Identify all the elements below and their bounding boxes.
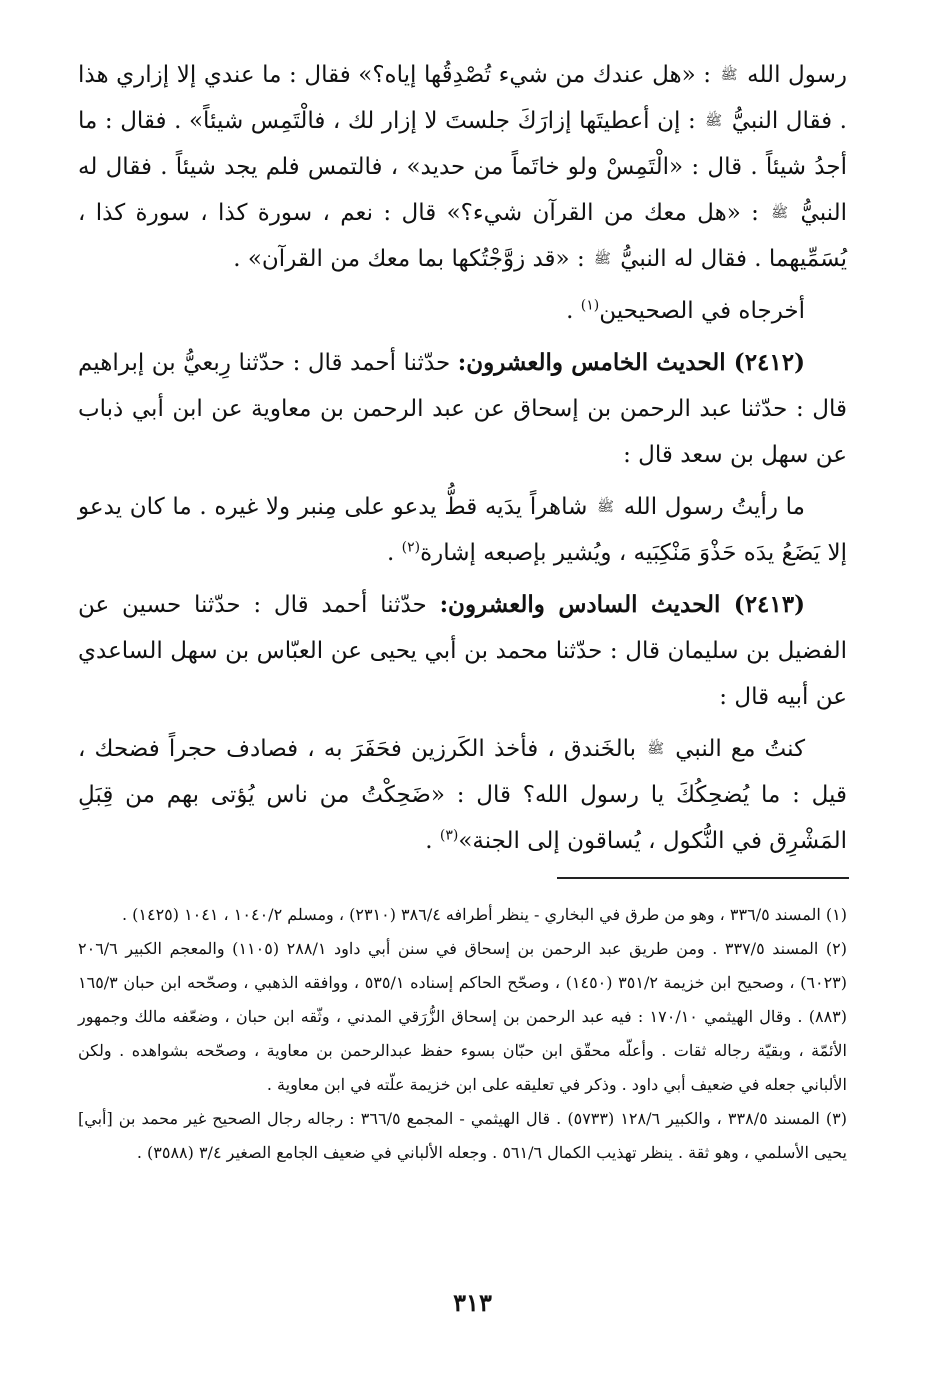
hadith-number-title: (٢٤١٣) الحديث السادس والعشرون: — [439, 591, 806, 618]
text-segment: شاهراً يدَيه قطُّ يدعو على مِنبر ولا غيره . ما كان يدعو إلا يَضَعُ يدَه حَذْوَ مَنْكِبَيه ، ويُشير بإصبعه إشارة — [78, 494, 847, 566]
hadith-heading-25 — [78, 340, 847, 478]
text-segment: ما رأيتُ رسول الله — [623, 494, 806, 520]
salutation-glyph: ﷺ — [771, 205, 789, 221]
hadith-heading-26 — [78, 582, 847, 720]
text-segment: بالخَندق ، فأخذ الكَرزين فحَفَرَ به ، فصادف حجراً فضحك ، قيل : ما يُضحِكُكَ يا رسول الله؟ قال : «ضَحِكْتُ من ناس يُؤتى بهم من قِبَلِ المَشْرِق في النُّكول ، يُساقون إلى الجنة» — [78, 736, 847, 854]
text-segment: : إن أعطيتَها إزارَكَ جلستَ لا إزار لك ، فالْتَمِس شيئاً» . فقال : ما أجدُ شيئاً . قال : «الْتَمِسْ ولو خاتَماً من حديد» ، فالتمس فلم يجد شيئاً . فقال له النبيُّ — [78, 108, 847, 226]
text-segment: : «هل عندك من شيء تُصْدِقُها إياه؟» فقال : ما عندي إلا إزاري هذا . فقال النبيُّ — [78, 62, 847, 134]
hadith-text-26 — [78, 726, 847, 864]
text-segment: . — [566, 298, 581, 324]
salutation-glyph: ﷺ — [720, 67, 738, 83]
text-segment: . — [387, 540, 402, 566]
footnote-ref-3[interactable]: (٣) — [439, 827, 459, 844]
footnote-ref-1[interactable]: (١) — [580, 297, 600, 314]
footnotes — [78, 898, 847, 1170]
text-segment: أخرجاه في الصحيحين — [599, 298, 805, 324]
text-segment: . — [425, 828, 440, 854]
paragraph-hadith-continuation — [78, 52, 847, 282]
hadith-text-25 — [78, 484, 847, 576]
footnote-3: (٣) المسند ٣٣٨/٥ ، والكبير ١٢٨/٦ (٥٧٣٣) . قال الهيثمي - المجمع ٣٦٦/٥ : رجاله رجال الصحيح غير محمد بن [أبي] يحيى الأسلمي ، وهو ثقة . ينظر تهذيب الكمال ٥٦١/٦ . وجعله الألباني في ضعيف الجامع الصغير ٣/٤ (٣٥٨٨) . — [78, 1109, 848, 1162]
text-segment: رسول الله — [747, 62, 847, 88]
text-segment: كنتُ مع النبي — [675, 736, 806, 762]
footnote-ref-2[interactable]: (٢) — [401, 539, 421, 556]
footnote-1: (١) المسند ٣٣٦/٥ ، وهو من طرق في البخاري - ينظر أطرافه ٣٨٦/٤ (٢٣١٠) ، ومسلم ١٠٤٠/٢ ، ١٠٤١ (١٤٢٥) . — [121, 905, 847, 924]
text-segment: : «هل معك من القرآن شيء؟» قال : نعم ، سورة كذا ، سورة كذا ، يُسَمِّيهما . فقال له النبيُّ — [78, 200, 847, 272]
footnote-2: (٢) المسند ٣٣٧/٥ . ومن طريق عبد الرحمن بن إسحاق في سنن أبي داود ٢٨٨/١ (١١٠٥) والمعجم الكبير ٢٠٦/٦ (٦٠٢٣) ، وصحيح ابن خزيمة ٣٥١/٢ (١٤٥٠) ، وصحّح الحاكم إسناده ٥٣٥/١ ، ووافقه الذهبي ، وصحّحه ابن حبان ١٦٥/٣ (٨٨٣) . وقال الهيثمي ١٧٠/١٠ : فيه عبد الرحمن بن إسحاق الزُّرَقي المدني ، وثّقه ابن حبان ، وضعّفه مالك وجمهور الأئمّة ، وبقيّة رجاله ثقات . وأعلّه محقّق ابن حبّان بسوء حفظ عبدالرحمن بن معاوية ، وصحّحه بشواهده . ولكن الألباني جعله في ضعيف أبي داود . وذكر في تعليقه على ابن خزيمة علّته في ابن معاوية . — [78, 939, 848, 1094]
salutation-glyph: ﷺ — [705, 113, 723, 129]
footnote-divider — [557, 877, 849, 879]
salutation-glyph: ﷺ — [647, 741, 665, 757]
salutation-glyph: ﷺ — [597, 499, 615, 515]
main-text — [78, 52, 847, 864]
paragraph-source — [78, 288, 847, 334]
page-number: ٣١٣ — [453, 1288, 492, 1317]
isnad-text: حدّثنا أحمد قال : حدّثنا حسين عن الفضيل بن سليمان قال : حدّثنا محمد بن أبي يحيى عن العبّاس بن سهل الساعدي عن أبيه قال : — [78, 592, 847, 710]
hadith-number-title: (٢٤١٢) الحديث الخامس والعشرون: — [457, 349, 805, 376]
isnad-text: حدّثنا أحمد قال : حدّثنا رِبعيُّ بن إبراهيم قال : حدّثنا عبد الرحمن بن إسحاق عن عبد الرحمن بن معاوية عن ابن أبي ذباب عن سهل بن سعد قال : — [78, 350, 847, 468]
text-segment: : «قد زوَّجْتُكها بما معك من القرآن» . — [233, 246, 585, 272]
salutation-glyph: ﷺ — [594, 251, 611, 267]
